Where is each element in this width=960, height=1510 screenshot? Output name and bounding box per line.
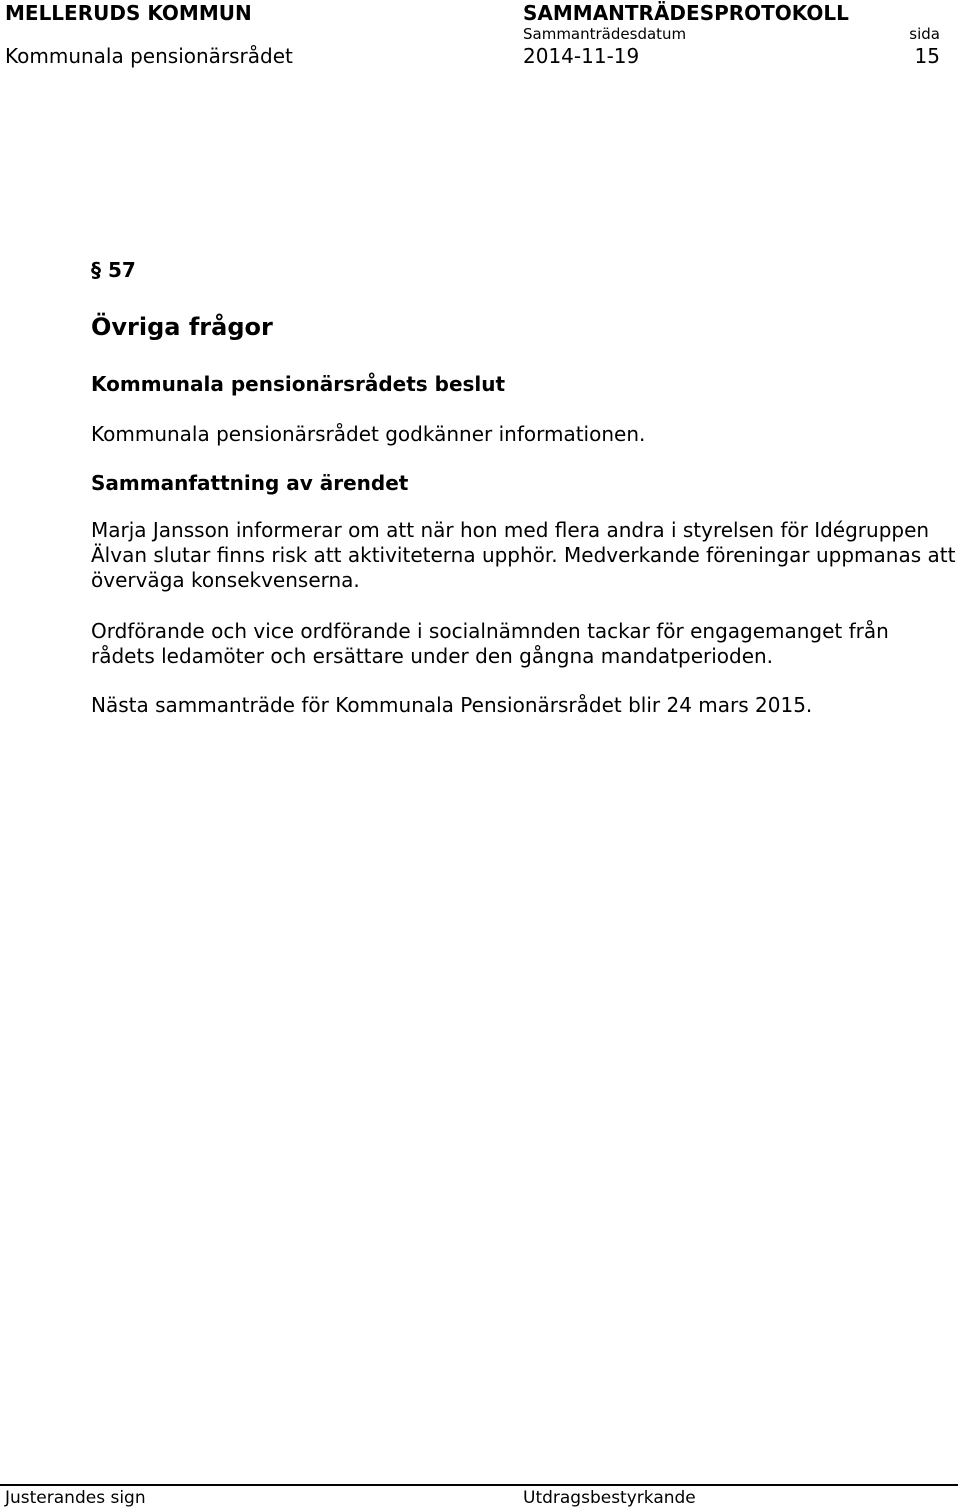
paragraph-number: § 57 bbox=[91, 258, 136, 282]
municipality-name: MELLERUDS KOMMUN bbox=[5, 1, 252, 25]
decision-heading: Kommunala pensionärsrådets beslut bbox=[91, 372, 506, 396]
page-number: 15 bbox=[914, 44, 940, 68]
document-type: SAMMANTRÄDESPROTOKOLL bbox=[523, 1, 849, 25]
council-name: Kommunala pensionärsrådet bbox=[5, 44, 293, 68]
summary-paragraph-3: Nästa sammanträde för Kommunala Pensionärsrådet blir 24 mars 2015. bbox=[91, 693, 813, 717]
page-title: Övriga frågor bbox=[91, 313, 273, 341]
meeting-date: 2014-11-19 bbox=[523, 44, 640, 68]
footer-divider bbox=[0, 1484, 958, 1486]
decision-text: Kommunala pensionärsrådet godkänner informationen. bbox=[91, 422, 646, 446]
page-label: sida bbox=[909, 25, 940, 43]
summary-paragraph-1: Marja Jansson informerar om att när hon med flera andra i styrelsen för Idégruppen Älvan slutar finns risk att aktiviteterna upphör. Medverkande föreningar uppmanas att överväga konsekvenserna. bbox=[91, 518, 956, 592]
summary-paragraph-2: Ordförande och vice ordförande i socialnämnden tackar för engagemanget från rådets ledamöter och ersättare under den gångna mandatperioden. bbox=[91, 619, 889, 668]
adjuster-signature-label: Justerandes sign bbox=[5, 1488, 146, 1508]
meeting-date-label: Sammanträdesdatum bbox=[523, 25, 687, 43]
summary-heading: Sammanfattning av ärendet bbox=[91, 471, 409, 495]
extract-certification-label: Utdragsbestyrkande bbox=[523, 1488, 696, 1508]
